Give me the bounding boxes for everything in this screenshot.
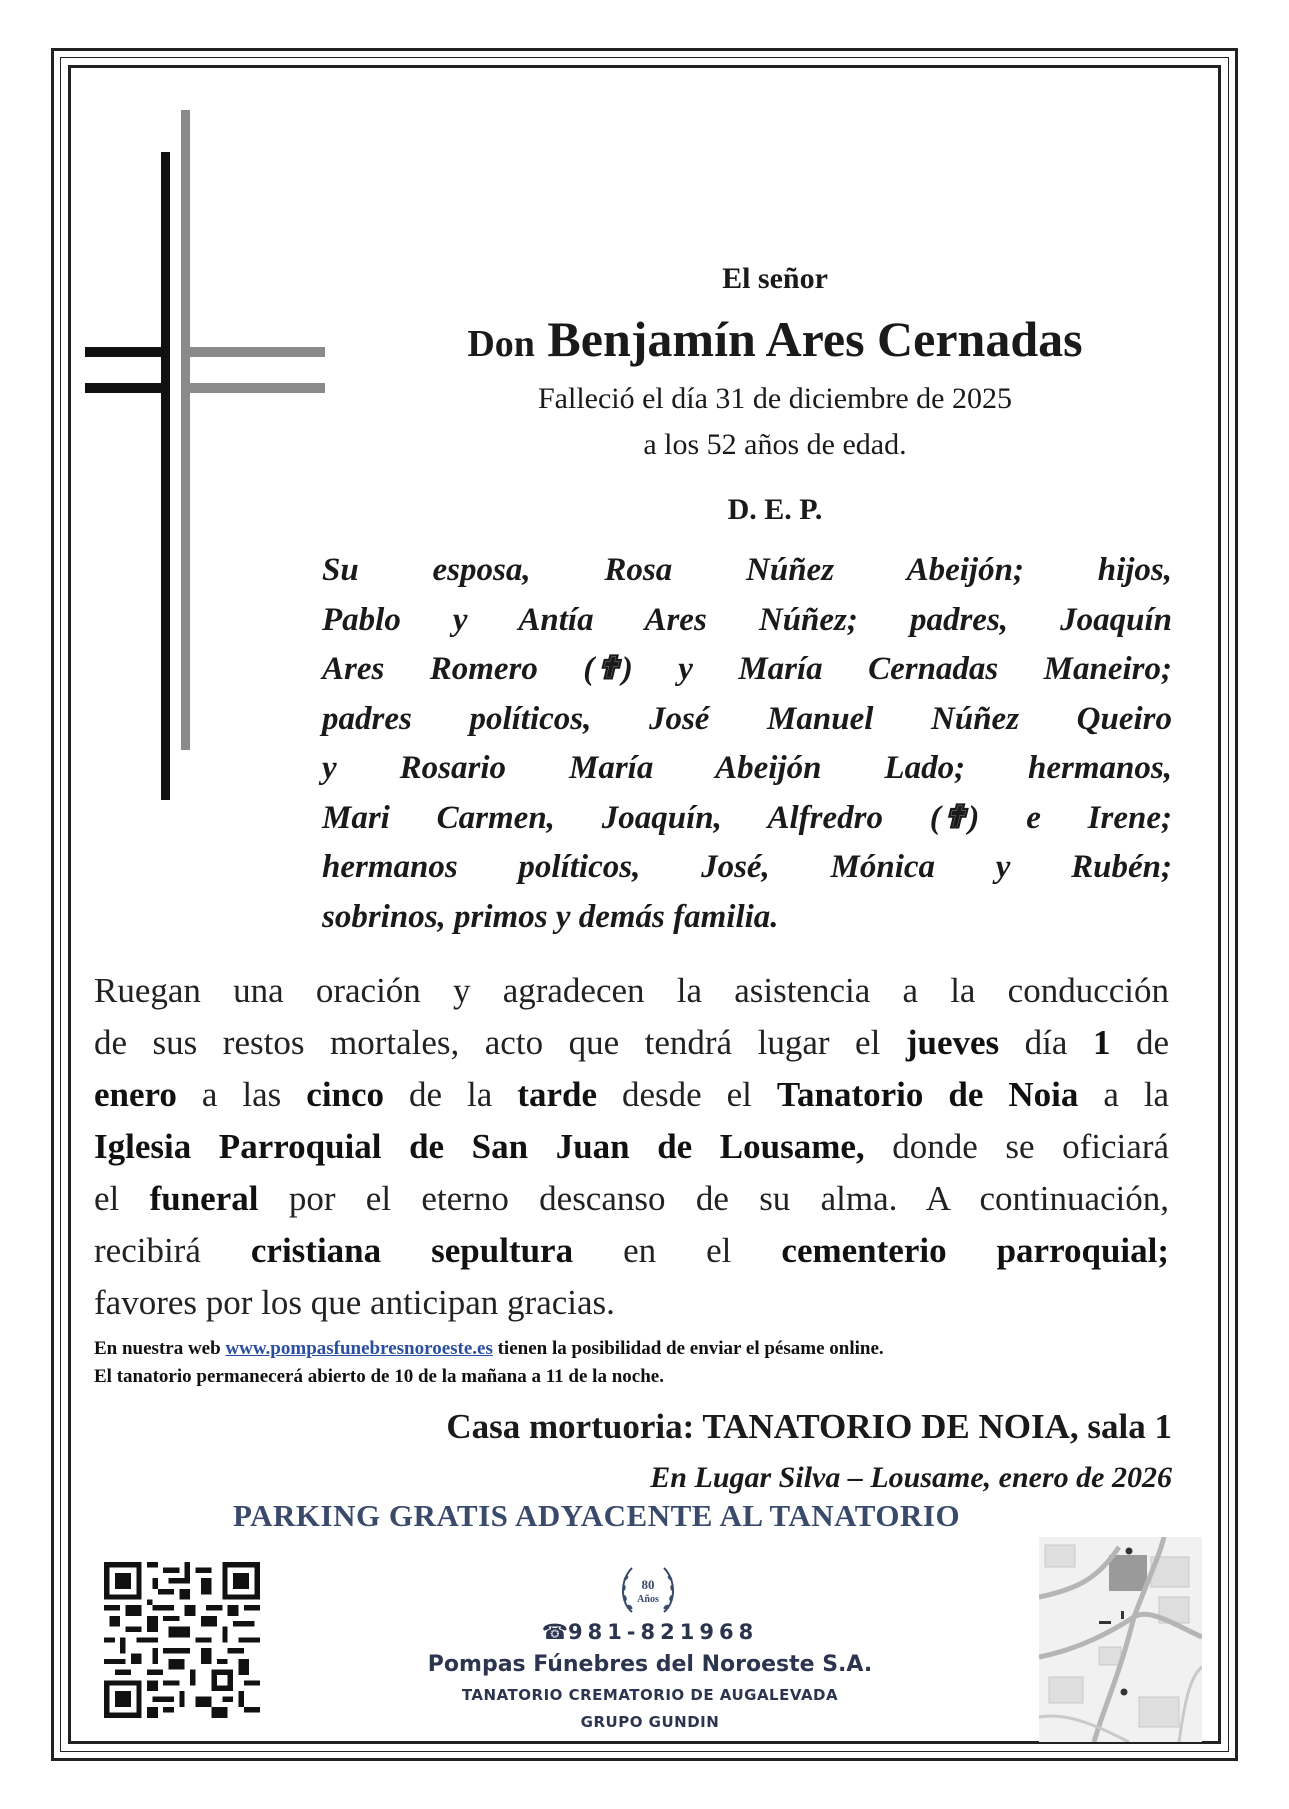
- intro-label: El señor: [722, 262, 828, 295]
- body-text: en el: [623, 1231, 732, 1270]
- family-line: hermanos políticos, José, Mónica y Rubén;: [322, 849, 1172, 885]
- phone-number: 981-821968: [567, 1620, 759, 1644]
- body-line: [94, 1069, 1169, 1121]
- deceased-full-name: Benjamín Ares Cernadas: [547, 311, 1083, 367]
- phone-line[interactable]: [440, 1620, 860, 1644]
- death-date: Falleció el día 31 de diciembre de 2025: [537, 382, 1012, 415]
- qr-code[interactable]: [104, 1562, 260, 1718]
- deceased-name: [360, 310, 1190, 368]
- group-name: GRUPO GUNDIN: [580, 1713, 720, 1731]
- rip-label: D. E. P.: [727, 493, 823, 526]
- family-line: sobrinos, primos y demás familia.: [322, 898, 779, 935]
- body-text: día: [1024, 1023, 1068, 1062]
- web-note-line: [94, 1335, 884, 1363]
- body-text: el: [94, 1179, 120, 1218]
- phone-icon: ☎: [541, 1620, 568, 1644]
- company-name: Pompas Fúnebres del Noroeste S.A.: [427, 1652, 873, 1677]
- family-line: Pablo y Antía Ares Núñez; padres, Joaquín: [322, 601, 1172, 638]
- body-line: [94, 1017, 1169, 1069]
- body-line: [94, 1225, 1169, 1277]
- body-bold: jueves: [905, 1023, 1000, 1062]
- crematorium-name: TANATORIO CREMATORIO DE AUGALEVADA: [461, 1686, 839, 1704]
- place-date: En Lugar Silva – Lousame, enero de 2026: [650, 1461, 1172, 1494]
- body-bold: tarde: [517, 1075, 597, 1114]
- age-line: a los 52 años de edad.: [643, 428, 907, 461]
- website-link[interactable]: www.pompasfunebresnoroeste.es: [225, 1338, 493, 1359]
- logo-word: Años: [637, 1594, 659, 1605]
- body-text: favores por los que anticipan gracias.: [94, 1283, 615, 1322]
- body-bold: cinco: [306, 1075, 385, 1114]
- family-line: y Rosario María Abeijón Lado; hermanos,: [322, 750, 1172, 786]
- web-note-prefix: En nuestra web: [94, 1338, 221, 1359]
- parking-notice: PARKING GRATIS ADYACENTE AL TANATORIO: [233, 1498, 961, 1533]
- web-note-suffix: tienen la posibilidad de enviar el pésame online.: [497, 1338, 884, 1359]
- body-bold: enero: [94, 1075, 177, 1114]
- body-line: [94, 1277, 1169, 1329]
- body-line: [94, 1173, 1169, 1225]
- body-text: donde se oficiará: [892, 1127, 1170, 1166]
- location-map[interactable]: [1039, 1537, 1202, 1742]
- body-text: por el eterno descanso de su alma. A continuación,: [288, 1179, 1169, 1218]
- family-line: Su esposa, Rosa Núñez Abeijón; hijos,: [322, 552, 1172, 588]
- family-line: Ares Romero (✟) y María Cernadas Maneiro;: [322, 651, 1172, 687]
- body-text: de: [1136, 1023, 1170, 1062]
- body-text: recibirá: [94, 1231, 201, 1270]
- name-prefix: Don: [467, 323, 535, 365]
- funeral-details: [94, 965, 1169, 1329]
- body-bold: funeral: [149, 1179, 259, 1218]
- anniversary-logo: [618, 1560, 678, 1622]
- family-line: padres políticos, José Manuel Núñez Queiro: [322, 700, 1172, 737]
- body-bold: 1: [1092, 1023, 1111, 1062]
- web-note: [94, 1335, 884, 1391]
- body-text: de sus restos mortales, acto que tendrá lugar el: [94, 1023, 881, 1062]
- body-text: a las: [201, 1075, 282, 1114]
- body-line: [94, 965, 1169, 1017]
- logo-number: 80: [641, 1577, 655, 1592]
- casa-mortuoria: Casa mortuoria: TANATORIO DE NOIA, sala 1: [446, 1407, 1172, 1446]
- body-bold: cementerio parroquial;: [781, 1231, 1170, 1270]
- body-text: de la: [409, 1075, 493, 1114]
- body-text: desde el: [621, 1075, 752, 1114]
- body-bold: Iglesia Parroquial de San Juan de Lousame,: [94, 1127, 865, 1166]
- body-line: [94, 1121, 1169, 1173]
- opening-hours: El tanatorio permanecerá abierto de 10 de la mañana a 11 de la noche.: [94, 1366, 664, 1387]
- cross-icon: [85, 110, 325, 810]
- body-text: a la: [1103, 1075, 1170, 1114]
- body-text: Ruegan una oración y agradecen la asistencia a la conducción: [94, 971, 1169, 1010]
- body-bold: Tanatorio de Noia: [776, 1075, 1079, 1114]
- family-list: [322, 546, 1172, 942]
- family-line: Mari Carmen, Joaquín, Alfredro (✟) e Irene;: [322, 799, 1172, 836]
- body-bold: cristiana sepultura: [250, 1231, 574, 1270]
